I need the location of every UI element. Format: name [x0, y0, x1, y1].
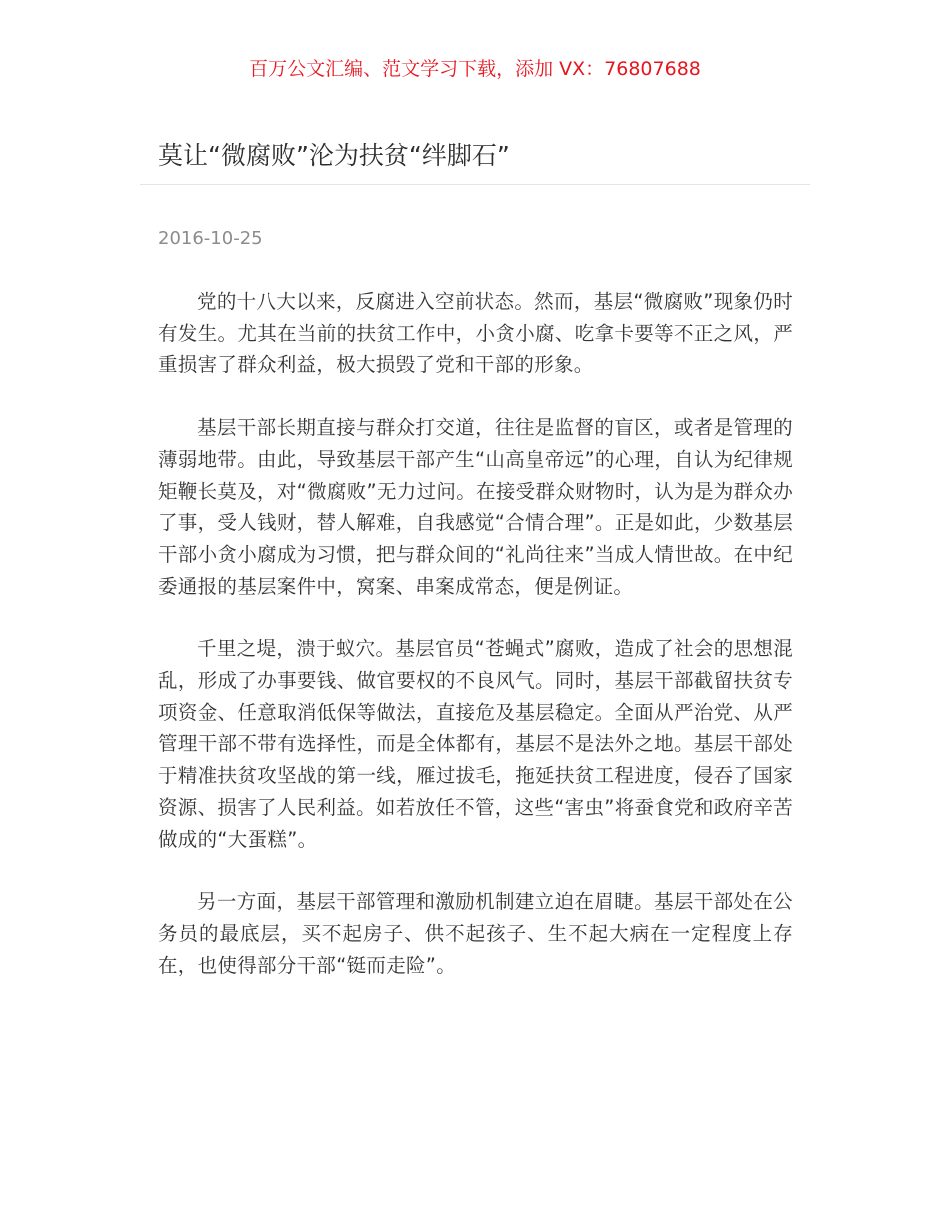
article-paragraph: 党的十八大以来，反腐进入空前状态。然而，基层“微腐败”现象仍时有发生。尤其在当前的扶贫工作中，小贪小腐、吃拿卡要等不正之风，严重损害了群众利益，极大损毁了党和干部的形象。	[158, 290, 793, 377]
article-paragraph: 千里之堤，溃于蚁穴。基层官员“苍蝇式”腐败，造成了社会的思想混乱，形成了办事要钱、做官要权的不良风气。同时，基层干部截留扶贫专项资金、任意取消低保等做法，直接危及基层稳定。全面从严治党、从严管理干部不带有选择性，而是全体都有，基层不是法外之地。基层干部处于精准扶贫攻坚战的第一线，雁过拔毛，拖延扶贫工程进度，侵吞了国家资源、损害了人民利益。如若放任不管，这些“害虫”将蚕食党和政府辛苦做成的“大蛋糕”。	[158, 637, 793, 851]
article-body	[158, 286, 793, 1012]
article-paragraph: 基层干部长期直接与群众打交道，往往是监督的盲区，或者是管理的薄弱地带。由此，导致基层干部产生“山高皇帝远”的心理，自认为纪律规矩鞭长莫及，对“微腐败”无力过问。在接受群众财物时，认为是为群众办了事，受人钱财，替人解难，自我感觉“合情合理”。正是如此，少数基层干部小贪小腐成为习惯，把与群众间的“礼尚往来”当成人情世故。在中纪委通报的基层案件中，窝案、串案成常态，便是例证。	[158, 416, 793, 598]
publish-date: 2016-10-25	[158, 228, 263, 249]
title-divider	[140, 184, 810, 185]
promo-banner: 百万公文汇编、范文学习下载，添加 VX：76807688	[249, 58, 701, 80]
article-title: 莫让“微腐败”沦为扶贫“绊脚石”	[158, 141, 510, 170]
article-paragraph: 另一方面，基层干部管理和激励机制建立迫在眉睫。基层干部处在公务员的最底层，买不起房子、供不起孩子、生不起大病在一定程度上存在，也使得部分干部“铤而走险”。	[158, 890, 793, 977]
